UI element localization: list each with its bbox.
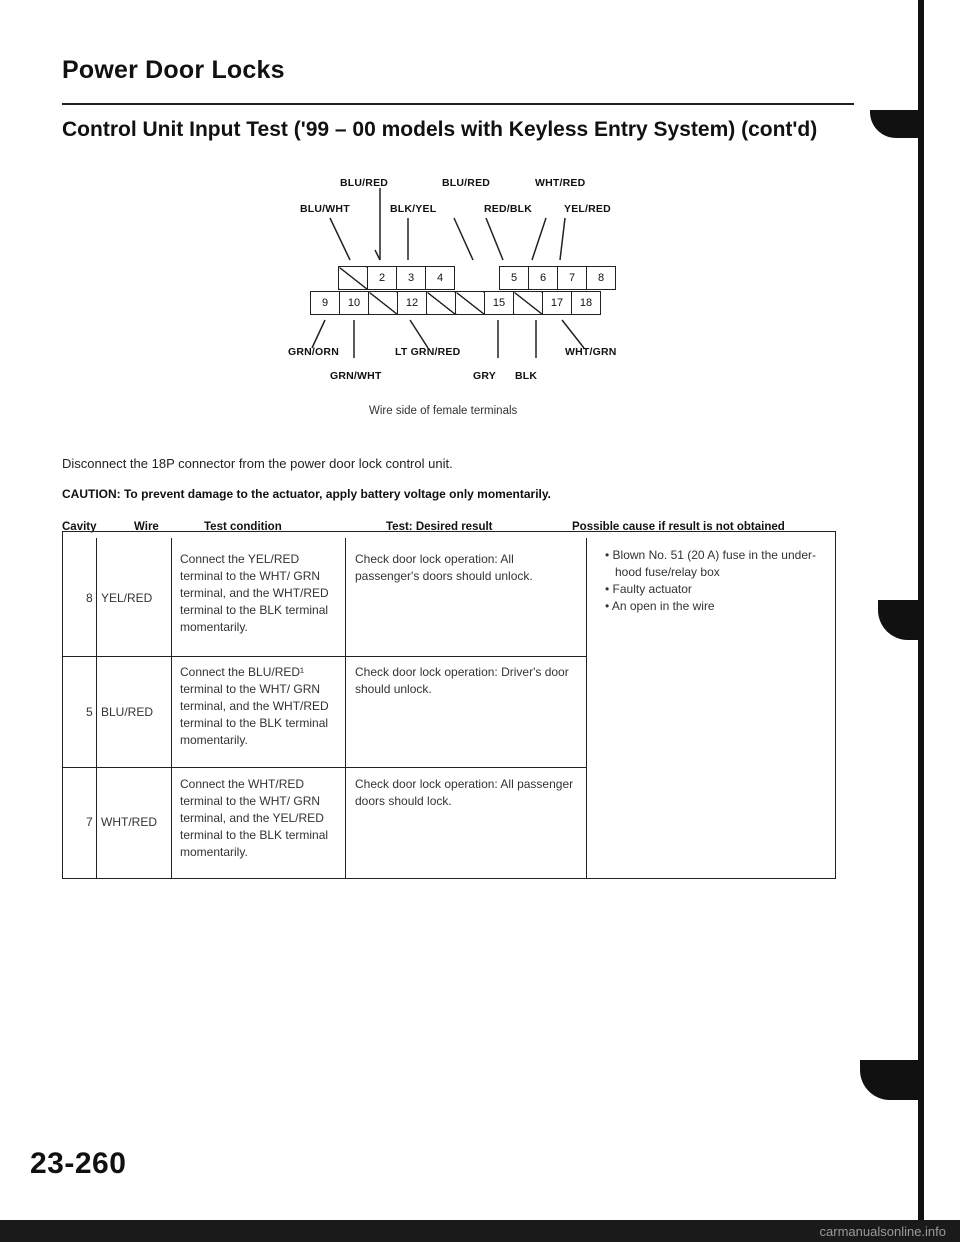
wire-leader-lines-top xyxy=(300,188,620,268)
cavity-cell: 5 xyxy=(86,705,93,719)
cavity-cell: 7 xyxy=(86,815,93,829)
watermark: carmanualsonline.info xyxy=(819,1224,946,1239)
col-divider-3 xyxy=(345,538,346,878)
row-divider-1 xyxy=(62,656,586,657)
terminal-1 xyxy=(339,267,368,290)
wire-label-wht-grn: WHT/GRN xyxy=(565,346,617,358)
terminal-5: 5 xyxy=(500,267,529,290)
col-divider-1 xyxy=(96,538,97,878)
wire-label-blk-yel: BLK/YEL xyxy=(390,203,437,215)
wire-label-blk: BLK xyxy=(515,370,538,382)
connector-key xyxy=(455,267,500,290)
title-divider xyxy=(62,103,854,105)
terminal-10: 10 xyxy=(340,292,369,315)
col-divider-4 xyxy=(586,538,587,878)
terminal-17: 17 xyxy=(543,292,572,315)
binding-tab xyxy=(870,110,920,138)
result-cell: Check door lock operation: All passenger's doors should unlock. xyxy=(355,552,533,583)
cause-item: • Blown No. 51 (20 A) fuse in the under-hood fuse/relay box xyxy=(615,547,825,581)
condition-cell: Connect the BLU/RED¹ terminal to the WHT/ GRN terminal, and the WHT/RED terminal to the BLK terminal momentarily. xyxy=(180,665,329,747)
wire-label-gry: GRY xyxy=(473,370,496,382)
terminal-15: 15 xyxy=(485,292,514,315)
wire-cell: BLU/RED xyxy=(101,705,154,719)
footer-bar xyxy=(0,1220,960,1242)
possible-causes xyxy=(605,547,825,615)
terminal-2: 2 xyxy=(368,267,397,290)
wire-cell: WHT/RED xyxy=(101,815,157,829)
terminal-3: 3 xyxy=(397,267,426,290)
disconnect-instruction: Disconnect the 18P connector from the power door lock control unit. xyxy=(62,456,453,471)
terminal-16 xyxy=(514,292,543,315)
page-title: Power Door Locks xyxy=(62,56,285,84)
result-cell: Check door lock operation: Driver's door should unlock. xyxy=(355,665,569,696)
wire-label-blu-wht: BLU/WHT xyxy=(300,203,350,215)
terminal-9: 9 xyxy=(311,292,340,315)
col-header-result: Test: Desired result xyxy=(386,521,493,533)
wire-label-blu-red-2: BLU/RED xyxy=(442,177,491,189)
wire-cell: YEL/RED xyxy=(101,591,153,605)
col-header-wire: Wire xyxy=(134,521,159,533)
wire-label-blu-red-1: BLU/RED xyxy=(340,177,389,189)
wire-label-wht-red: WHT/RED xyxy=(535,177,586,189)
connector-row-bottom xyxy=(310,291,601,315)
condition-cell: Connect the WHT/RED terminal to the WHT/ GRN terminal, and the YEL/RED terminal to the BLK terminal momentarily. xyxy=(180,777,329,859)
binding-tab xyxy=(860,1060,920,1100)
page-number: 23-260 xyxy=(30,1147,127,1180)
cause-item: • Faulty actuator xyxy=(615,581,825,598)
terminal-14 xyxy=(456,292,485,315)
connector-row-top xyxy=(338,266,616,290)
cause-item: • An open in the wire xyxy=(615,598,825,615)
cavity-cell: 8 xyxy=(86,591,93,605)
section-title: Control Unit Input Test ('99 – 00 models with Keyless Entry System) (cont'd) xyxy=(62,118,818,141)
wire-label-grn-orn: GRN/ORN xyxy=(288,346,339,358)
row-divider-2 xyxy=(62,767,586,768)
diagram-caption: Wire side of female terminals xyxy=(369,405,518,417)
col-header-cause: Possible cause if result is not obtained xyxy=(572,521,785,533)
terminal-4: 4 xyxy=(426,267,455,290)
col-header-cavity: Cavity xyxy=(62,521,97,533)
wire-label-grn-wht: GRN/WHT xyxy=(330,370,382,382)
terminal-11 xyxy=(369,292,398,315)
caution-note: CAUTION: To prevent damage to the actuator, apply battery voltage only momentarily. xyxy=(62,487,551,501)
condition-cell: Connect the YEL/RED terminal to the WHT/ GRN terminal, and the WHT/RED terminal to the BLK terminal momentarily. xyxy=(180,552,329,634)
terminal-8: 8 xyxy=(587,267,616,290)
wire-label-lt-grn-red: LT GRN/RED xyxy=(395,346,461,358)
result-cell: Check door lock operation: All passenger doors should lock. xyxy=(355,777,574,808)
wire-label-yel-red: YEL/RED xyxy=(564,203,611,215)
col-divider-2 xyxy=(171,538,172,878)
binding-tab xyxy=(878,600,920,640)
terminal-12: 12 xyxy=(398,292,427,315)
terminal-7: 7 xyxy=(558,267,587,290)
col-header-condition: Test condition xyxy=(204,521,282,533)
wire-label-red-blk: RED/BLK xyxy=(484,203,533,215)
terminal-13 xyxy=(427,292,456,315)
terminal-6: 6 xyxy=(529,267,558,290)
terminal-18: 18 xyxy=(572,292,601,315)
